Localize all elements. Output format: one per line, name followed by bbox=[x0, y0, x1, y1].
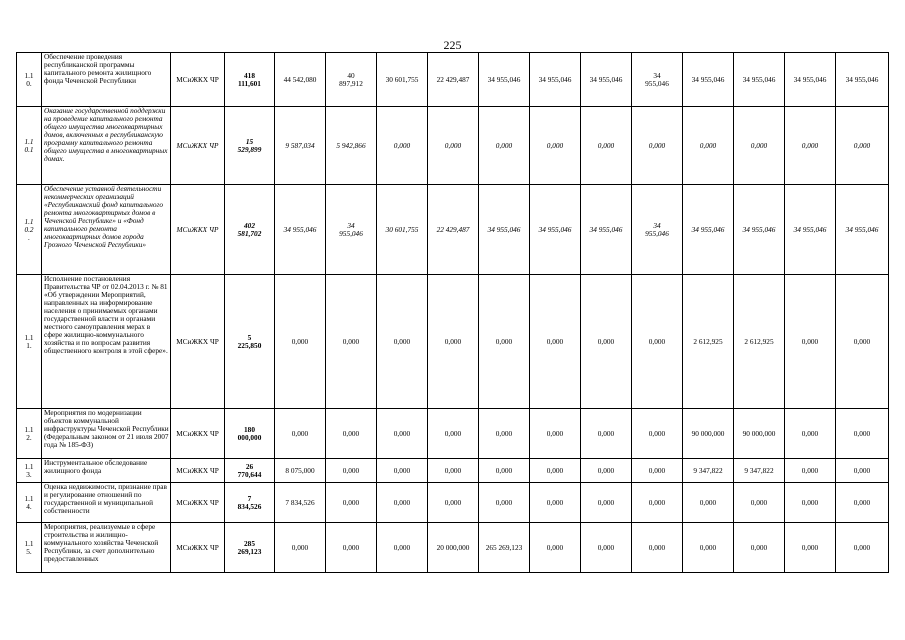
value-cell: 0,000 bbox=[581, 409, 632, 459]
total-cell: 7 834,526 bbox=[225, 483, 275, 523]
value-cell: 34 955,046 bbox=[581, 53, 632, 107]
value-cell: 34 955,046 bbox=[479, 53, 530, 107]
value-cell: 0,000 bbox=[530, 459, 581, 483]
budget-table bbox=[16, 52, 889, 573]
row-number-cell: 1.1 0.2 . bbox=[17, 185, 42, 275]
value-cell: 0,000 bbox=[377, 523, 428, 573]
value-cell: 9 347,822 bbox=[683, 459, 734, 483]
value-cell: 0,000 bbox=[377, 409, 428, 459]
value-cell: 34 955,046 bbox=[734, 53, 785, 107]
value-cell: 34 955,046 bbox=[836, 185, 889, 275]
value-cell: 0,000 bbox=[428, 409, 479, 459]
executor-cell: МСиЖКХ ЧР bbox=[171, 459, 225, 483]
value-cell: 0,000 bbox=[530, 275, 581, 409]
value-cell: 90 000,000 bbox=[734, 409, 785, 459]
value-cell: 9 347,822 bbox=[734, 459, 785, 483]
value-cell: 0,000 bbox=[785, 459, 836, 483]
value-cell: 0,000 bbox=[326, 459, 377, 483]
value-cell: 90 000,000 bbox=[683, 409, 734, 459]
description-cell: Исполнение постановления Правительства ЧР от 02.04.2013 г. № 81 «Об утверждении Мероприятий, направленных на информирование населения о принимаемых органами государственной власти и органами местного самоуправления мерах в сфере жилищно-коммунального хозяйства и по вопросам развития общественного контроля в этой сфере». bbox=[42, 275, 171, 409]
value-cell: 7 834,526 bbox=[275, 483, 326, 523]
total-cell: 26 770,644 bbox=[225, 459, 275, 483]
value-cell: 0,000 bbox=[785, 483, 836, 523]
value-cell: 0,000 bbox=[836, 523, 889, 573]
value-cell: 0,000 bbox=[530, 523, 581, 573]
value-cell: 0,000 bbox=[326, 409, 377, 459]
value-cell: 0,000 bbox=[632, 409, 683, 459]
value-cell: 0,000 bbox=[836, 409, 889, 459]
value-cell: 0,000 bbox=[785, 409, 836, 459]
value-cell: 0,000 bbox=[581, 459, 632, 483]
value-cell: 0,000 bbox=[836, 483, 889, 523]
value-cell: 34 955,046 bbox=[785, 185, 836, 275]
value-cell: 0,000 bbox=[530, 107, 581, 185]
value-cell: 0,000 bbox=[632, 523, 683, 573]
value-cell: 34 955,046 bbox=[785, 53, 836, 107]
value-cell: 0,000 bbox=[479, 409, 530, 459]
row-number-cell: 1.1 4. bbox=[17, 483, 42, 523]
value-cell: 0,000 bbox=[377, 483, 428, 523]
value-cell: 0,000 bbox=[632, 275, 683, 409]
value-cell: 0,000 bbox=[632, 107, 683, 185]
executor-cell: МСиЖКХ ЧР bbox=[171, 483, 225, 523]
description-cell: Обеспечение уставной деятельности некоммерческих организаций «Республиканский фонд капитального ремонта многоквартирных домов в Чеченской Республике» и «Фонд капитального ремонта многоквартирных домов города Грозного Чеченской Республики» bbox=[42, 185, 171, 275]
value-cell: 0,000 bbox=[632, 459, 683, 483]
value-cell: 22 429,487 bbox=[428, 185, 479, 275]
value-cell: 0,000 bbox=[836, 275, 889, 409]
value-cell: 0,000 bbox=[428, 483, 479, 523]
value-cell: 34 955,046 bbox=[530, 53, 581, 107]
value-cell: 34 955,046 bbox=[275, 185, 326, 275]
value-cell: 0,000 bbox=[581, 107, 632, 185]
total-cell: 285 269,123 bbox=[225, 523, 275, 573]
value-cell: 34 955,046 bbox=[683, 53, 734, 107]
value-cell: 0,000 bbox=[377, 459, 428, 483]
description-cell: Обеспечение проведения республиканской программы капитального ремонта жилищного фонда Чеченской Республики bbox=[42, 53, 171, 107]
value-cell: 0,000 bbox=[581, 483, 632, 523]
value-cell: 40 897,912 bbox=[326, 53, 377, 107]
value-cell: 0,000 bbox=[479, 107, 530, 185]
value-cell: 30 601,755 bbox=[377, 185, 428, 275]
table-row bbox=[17, 275, 889, 409]
value-cell: 0,000 bbox=[785, 523, 836, 573]
value-cell: 0,000 bbox=[530, 483, 581, 523]
value-cell: 0,000 bbox=[683, 523, 734, 573]
value-cell: 0,000 bbox=[275, 275, 326, 409]
value-cell: 0,000 bbox=[785, 275, 836, 409]
description-cell: Мероприятия, реализуемые в сфере строительства и жилищно-коммунального хозяйства Чеченской Республики, за счет дополнительно предоставленных bbox=[42, 523, 171, 573]
value-cell: 0,000 bbox=[530, 409, 581, 459]
value-cell: 0,000 bbox=[479, 483, 530, 523]
value-cell: 0,000 bbox=[836, 107, 889, 185]
executor-cell: МСиЖКХ ЧР bbox=[171, 107, 225, 185]
table-row bbox=[17, 185, 889, 275]
value-cell: 34 955,046 bbox=[479, 185, 530, 275]
value-cell: 0,000 bbox=[785, 107, 836, 185]
value-cell: 0,000 bbox=[275, 409, 326, 459]
table-row bbox=[17, 459, 889, 483]
table-row bbox=[17, 409, 889, 459]
value-cell: 0,000 bbox=[428, 275, 479, 409]
value-cell: 34 955,046 bbox=[632, 185, 683, 275]
page-number: 225 bbox=[443, 38, 462, 52]
value-cell: 0,000 bbox=[683, 107, 734, 185]
value-cell: 30 601,755 bbox=[377, 53, 428, 107]
value-cell: 34 955,046 bbox=[632, 53, 683, 107]
value-cell: 0,000 bbox=[326, 275, 377, 409]
value-cell: 20 000,000 bbox=[428, 523, 479, 573]
table-row bbox=[17, 53, 889, 107]
value-cell: 0,000 bbox=[734, 107, 785, 185]
row-number-cell: 1.1 3. bbox=[17, 459, 42, 483]
value-cell: 34 955,046 bbox=[836, 53, 889, 107]
total-cell: 180 000,000 bbox=[225, 409, 275, 459]
value-cell: 0,000 bbox=[581, 275, 632, 409]
value-cell: 0,000 bbox=[479, 459, 530, 483]
value-cell: 22 429,487 bbox=[428, 53, 479, 107]
value-cell: 0,000 bbox=[479, 275, 530, 409]
executor-cell: МСиЖКХ ЧР bbox=[171, 275, 225, 409]
value-cell: 265 269,123 bbox=[479, 523, 530, 573]
value-cell: 34 955,046 bbox=[530, 185, 581, 275]
row-number-cell: 1.1 2. bbox=[17, 409, 42, 459]
total-cell: 418 111,601 bbox=[225, 53, 275, 107]
value-cell: 0,000 bbox=[581, 523, 632, 573]
value-cell: 0,000 bbox=[377, 275, 428, 409]
total-cell: 15 529,899 bbox=[225, 107, 275, 185]
value-cell: 34 955,046 bbox=[683, 185, 734, 275]
value-cell: 0,000 bbox=[326, 523, 377, 573]
value-cell: 2 612,925 bbox=[683, 275, 734, 409]
value-cell: 34 955,046 bbox=[581, 185, 632, 275]
value-cell: 0,000 bbox=[428, 459, 479, 483]
value-cell: 44 542,080 bbox=[275, 53, 326, 107]
value-cell: 34 955,046 bbox=[734, 185, 785, 275]
value-cell: 0,000 bbox=[377, 107, 428, 185]
value-cell: 0,000 bbox=[326, 483, 377, 523]
total-cell: 402 581,702 bbox=[225, 185, 275, 275]
row-number-cell: 1.1 0. bbox=[17, 53, 42, 107]
value-cell: 2 612,925 bbox=[734, 275, 785, 409]
table-row bbox=[17, 483, 889, 523]
description-cell: Мероприятия по модернизации объектов коммунальной инфраструктуры Чеченской Республики (Федеральным законом от 21 июля 2007 года № 185-ФЗ) bbox=[42, 409, 171, 459]
value-cell: 0,000 bbox=[428, 107, 479, 185]
value-cell: 0,000 bbox=[683, 483, 734, 523]
value-cell: 9 587,034 bbox=[275, 107, 326, 185]
value-cell: 5 942,866 bbox=[326, 107, 377, 185]
row-number-cell: 1.1 5. bbox=[17, 523, 42, 573]
executor-cell: МСиЖКХ ЧР bbox=[171, 53, 225, 107]
total-cell: 5 225,850 bbox=[225, 275, 275, 409]
description-cell: Оказание государственной поддержки на проведение капитального ремонта общего имущества многоквартирных домов, включенных в республиканскую программу капитального ремонта общего имущества в многоквартирных домах. bbox=[42, 107, 171, 185]
value-cell: 0,000 bbox=[632, 483, 683, 523]
value-cell: 8 075,000 bbox=[275, 459, 326, 483]
description-cell: Оценка недвижимости, признание прав и регулирование отношений по государственной и муниципальной собственности bbox=[42, 483, 171, 523]
value-cell: 0,000 bbox=[734, 523, 785, 573]
table-row bbox=[17, 107, 889, 185]
value-cell: 34 955,046 bbox=[326, 185, 377, 275]
row-number-cell: 1.1 0.1 bbox=[17, 107, 42, 185]
executor-cell: МСиЖКХ ЧР bbox=[171, 409, 225, 459]
executor-cell: МСиЖКХ ЧР bbox=[171, 185, 225, 275]
executor-cell: МСиЖКХ ЧР bbox=[171, 523, 225, 573]
value-cell: 0,000 bbox=[275, 523, 326, 573]
value-cell: 0,000 bbox=[836, 459, 889, 483]
value-cell: 0,000 bbox=[734, 483, 785, 523]
row-number-cell: 1.1 1. bbox=[17, 275, 42, 409]
table-row bbox=[17, 523, 889, 573]
description-cell: Инструментальное обследование жилищного фонда bbox=[42, 459, 171, 483]
